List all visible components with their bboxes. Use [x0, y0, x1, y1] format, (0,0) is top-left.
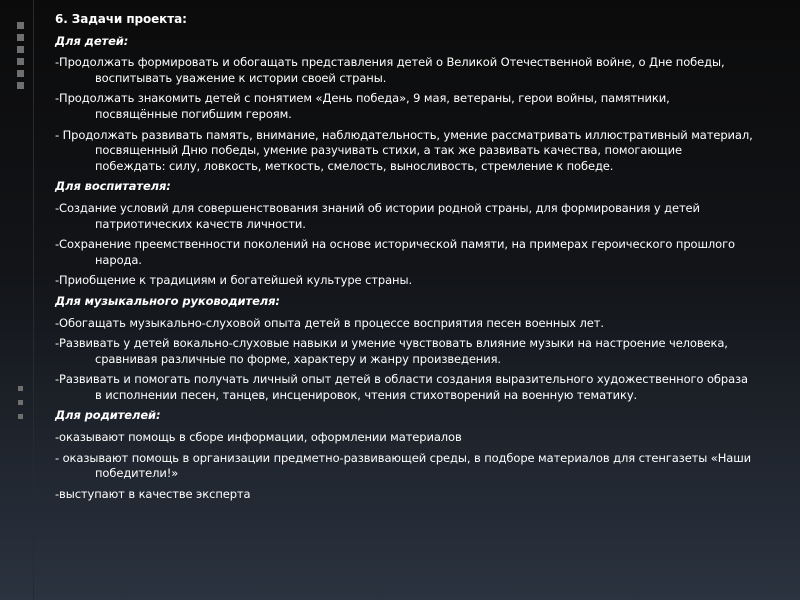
decor-square	[18, 386, 23, 391]
decor-square	[17, 34, 24, 41]
slide-side-decoration	[0, 0, 34, 600]
task-item: -Продолжать формировать и обогащать представления детей о Великой Отечественной войне, о Дне победы, воспитывать уважение к истории своей страны.	[55, 55, 725, 85]
slide-title: 6. Задачи проекта:	[55, 12, 187, 26]
section-heading: Для родителей:	[55, 408, 161, 423]
decor-square	[18, 414, 23, 419]
task-item: -Развивать у детей вокально-слуховые навыки и умение чувствовать влияние музыки на настроение человека, сравнивая различные по форме, характеру и жанру произведения.	[55, 336, 728, 366]
task-item: - оказывают помощь в организации предметно-развивающей среды, в подборе материалов для стенгазеты «Наши победители!»	[55, 450, 752, 481]
task-item: -Сохранение преемственности поколений на основе исторической памяти, на примерах героического прошлого народа.	[55, 237, 735, 267]
section-parents	[55, 408, 755, 502]
slide-content	[55, 12, 755, 597]
decor-square	[17, 46, 24, 53]
decor-square	[17, 22, 24, 29]
section-heading: Для музыкального руководителя:	[55, 293, 280, 308]
task-item: -Создание условий для совершенствования знаний об истории родной страны, для формирования у детей патриотических качеств личности.	[55, 200, 700, 231]
section-heading: Для детей:	[55, 33, 129, 48]
task-item: -Продолжать знакомить детей с понятием «День победа», 9 мая, ветераны, герои войны, памятники, посвящённые погибшим героям.	[55, 91, 670, 121]
task-item: -выступают в качестве эксперта	[55, 486, 251, 501]
section-music-director	[55, 294, 755, 404]
decor-square	[18, 400, 23, 405]
section-teacher	[55, 179, 755, 289]
task-item: -Обогащать музыкально-слуховой опыта детей в процессе восприятия песен военных лет.	[55, 315, 604, 330]
section-heading: Для воспитателя:	[55, 179, 171, 194]
decor-square	[17, 58, 24, 65]
decor-square	[17, 70, 24, 77]
decor-square	[17, 82, 24, 89]
task-item: -оказывают помощь в сборе информации, оформлении материалов	[55, 430, 462, 445]
task-item: - Продолжать развивать память, внимание, наблюдательность, умение рассматривать иллюстративный материал, посвященный Дню победы, умение разучивать стихи, а так же развивать качества, помогающие побеждать: силу, ловкость, меткость, смелость, выносливость, стремление к победе.	[55, 127, 753, 173]
task-item: -Развивать и помогать получать личный опыт детей в области создания выразительного художественного образа в исполнении песен, танцев, инсценировок, чтения стихотворений на военную тематику.	[55, 372, 749, 402]
section-children	[55, 34, 755, 175]
task-item: -Приобщение к традициям и богатейшей культуре страны.	[55, 273, 413, 288]
